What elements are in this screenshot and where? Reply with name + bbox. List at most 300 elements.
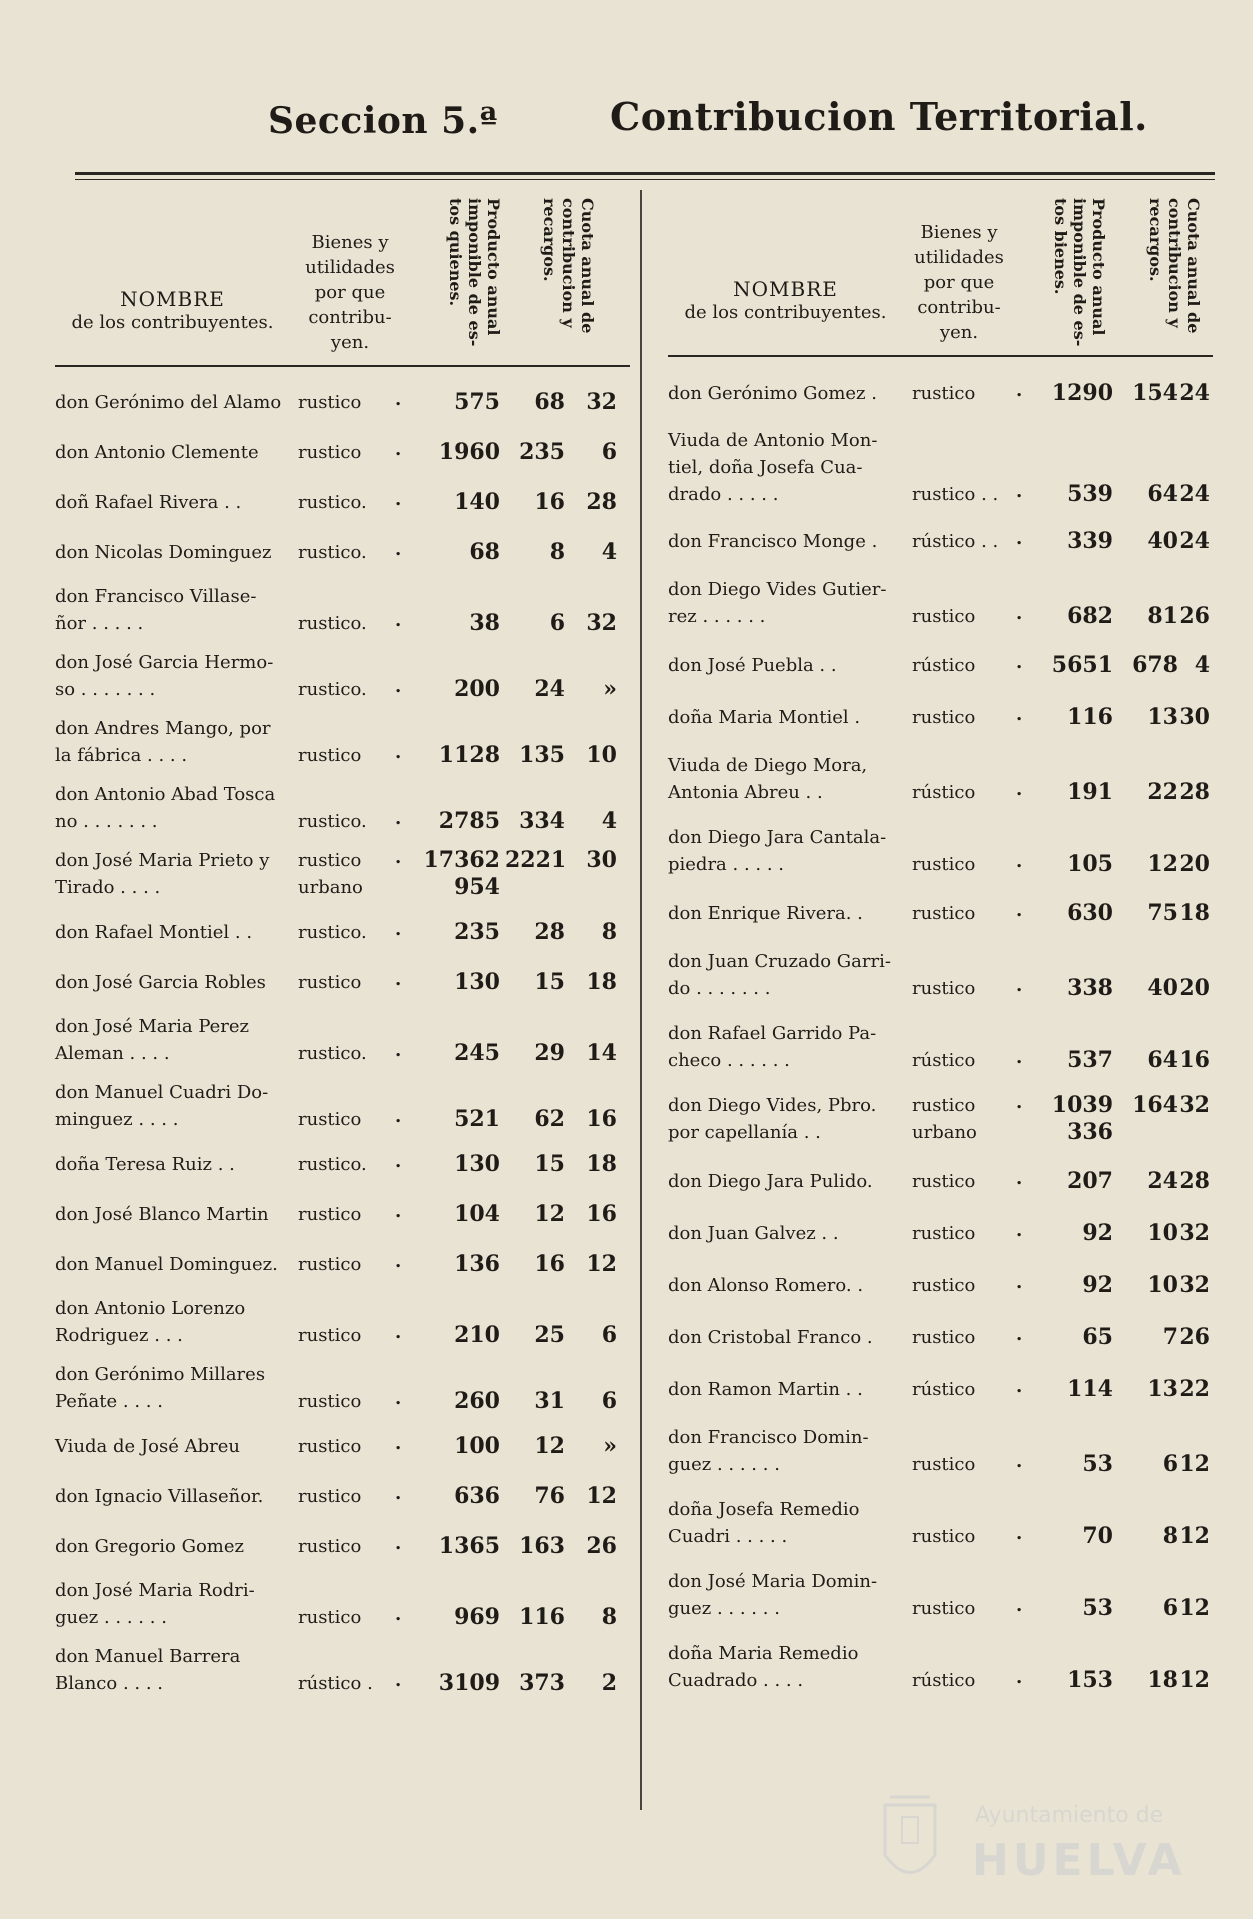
- annual-product-line: 65: [1082, 1323, 1113, 1350]
- leader-dot: .: [1016, 527, 1023, 549]
- table-row: [55, 1189, 630, 1239]
- quota-pesos: 18: [1147, 1667, 1178, 1693]
- contributor-name: [668, 1568, 908, 1622]
- annual-product-value: [1023, 975, 1113, 1002]
- cuota-column-header: [517, 198, 597, 358]
- contributor-name-line: por capellanía . .: [668, 1122, 821, 1143]
- table-row: [668, 1487, 1213, 1559]
- quota-pesos: 28: [534, 918, 565, 945]
- leader-dot: .: [1016, 703, 1023, 725]
- contributor-name-line: Viuda de José Abreu: [55, 1435, 240, 1457]
- property-type-line: rustico . .: [912, 483, 999, 505]
- contributor-name-line: don Francisco Villase-: [55, 586, 257, 607]
- producto-column-header: [1028, 198, 1108, 358]
- annual-product-line: 339: [1067, 527, 1113, 554]
- page-title: Contribucion Territorial.: [610, 94, 1148, 139]
- contributor-name-line: doña Maria Montiel .: [668, 706, 861, 728]
- quota-reales: 28: [586, 488, 617, 515]
- contributor-name-line: don Enrique Rivera. .: [668, 902, 863, 924]
- contributor-name: [55, 1013, 295, 1067]
- annual-product-line: 338: [1067, 975, 1113, 1001]
- contributor-name-line: doña Maria Remedio: [668, 1643, 859, 1664]
- quota-pesos: 6: [1162, 1451, 1178, 1477]
- contributor-name: [55, 389, 295, 416]
- property-type: [912, 1168, 975, 1195]
- contributor-name: [55, 439, 295, 466]
- contributor-name: [55, 1643, 295, 1697]
- producto-header-line: tos quienes.: [446, 198, 465, 307]
- annual-product-value: [1023, 900, 1113, 927]
- quota-reales: 26: [586, 1532, 617, 1559]
- property-type-line: rustico: [298, 1535, 362, 1557]
- quota-reales: 24: [1179, 527, 1210, 554]
- property-type: [912, 652, 975, 679]
- annual-product-value: [1023, 1092, 1113, 1146]
- table-row: [668, 939, 1213, 1011]
- quota-reales: 14: [586, 1040, 617, 1066]
- annual-product-line: 3109: [438, 1670, 500, 1696]
- contributor-name: [55, 781, 295, 835]
- annual-product-value: [1023, 1595, 1113, 1622]
- annual-product-value: [405, 1106, 500, 1133]
- table-row: [668, 1415, 1213, 1487]
- quota-reales: 12: [1179, 1523, 1210, 1549]
- contributor-name-line: don José Puebla . .: [668, 654, 837, 676]
- quota-pesos: 25: [534, 1322, 565, 1348]
- quota-reales: 26: [1179, 603, 1210, 629]
- property-type: [298, 1388, 361, 1415]
- quota-pesos: 15: [534, 1150, 565, 1177]
- quota-reales: 26: [1179, 1323, 1210, 1350]
- contributor-name-line: Rodriguez . . .: [55, 1325, 183, 1346]
- annual-product-line: 100: [454, 1432, 500, 1459]
- quota-reales: 6: [601, 438, 617, 465]
- quota-reales: 32: [586, 610, 617, 636]
- contributor-name: [55, 919, 295, 946]
- quota-reales: »: [603, 1432, 617, 1459]
- property-type: [912, 1092, 977, 1146]
- property-type-line: rustico.: [298, 541, 367, 563]
- cuota-header-line: Cuota anual de: [578, 198, 597, 334]
- table-row: [668, 1011, 1213, 1083]
- quota-pesos: 16: [534, 488, 565, 515]
- property-type-line: rustico: [298, 1203, 362, 1225]
- property-type-line: rústico: [912, 1050, 976, 1071]
- annual-product-line: 17362: [423, 847, 500, 873]
- property-type: [298, 389, 361, 416]
- quota-reales: 24: [1179, 379, 1210, 406]
- quota-pesos: 8: [549, 538, 565, 565]
- table-row: [668, 1083, 1213, 1155]
- annual-product-value: [1023, 1376, 1113, 1403]
- leader-dot: .: [1016, 480, 1023, 502]
- property-type-line: rustico: [912, 606, 976, 627]
- annual-product-line: 105: [1067, 851, 1113, 877]
- contributor-name: [55, 969, 295, 996]
- property-type: [912, 1272, 975, 1299]
- annual-product-value: [1023, 779, 1113, 806]
- property-type: [298, 489, 367, 516]
- property-type: [298, 969, 361, 996]
- cuota-column-header: [1123, 198, 1203, 358]
- header-rule-thin: [75, 179, 1215, 180]
- quota-reales: 20: [1179, 851, 1210, 877]
- annual-product-line: 2785: [438, 808, 500, 834]
- property-type-line: rustico: [298, 1109, 362, 1130]
- contributor-name: [668, 752, 908, 806]
- table-row: [55, 841, 630, 907]
- annual-product-value: [405, 1151, 500, 1178]
- leader-dot: .: [1016, 1667, 1023, 1688]
- quota-reales: 4: [601, 538, 617, 565]
- annual-product-line: 207: [1067, 1167, 1113, 1194]
- property-type-line: rústico .: [298, 1673, 373, 1694]
- table-row: [55, 1007, 630, 1073]
- cuota-header-line: recargos.: [1146, 198, 1165, 282]
- contributor-name-line: Peñate . . . .: [55, 1391, 163, 1412]
- contributor-name: [668, 380, 908, 407]
- table-row: [668, 1559, 1213, 1631]
- leader-dot: .: [1016, 1375, 1023, 1397]
- leader-dot: .: [395, 1150, 402, 1172]
- leader-dot: .: [1016, 975, 1023, 996]
- property-type: [298, 439, 361, 466]
- property-type: [912, 481, 998, 508]
- contributor-name: [668, 1092, 908, 1146]
- annual-product-line: 92: [1082, 1271, 1113, 1298]
- property-type: [298, 742, 361, 769]
- bienes-column-header: [906, 220, 1012, 345]
- table-row: [55, 775, 630, 841]
- bienes-header-line: por que: [923, 272, 995, 293]
- contributor-name-line: rez . . . . . .: [668, 606, 766, 627]
- annual-product-value: [405, 539, 500, 566]
- property-type: [298, 1483, 361, 1510]
- leader-dot: .: [1016, 779, 1023, 800]
- quota-reales: 24: [1179, 480, 1210, 507]
- contributor-name-line: drado . . . . .: [668, 483, 779, 505]
- table-row: [55, 1239, 630, 1289]
- quota-pesos: 76: [534, 1482, 565, 1509]
- leader-dot: .: [395, 1040, 402, 1061]
- bienes-header-line: yen.: [330, 332, 370, 353]
- quota-pesos: 8: [1162, 1523, 1178, 1549]
- property-type-line: rustico: [912, 1526, 976, 1547]
- property-type-line: rustico.: [298, 613, 367, 634]
- quota-reales: 30: [1179, 703, 1210, 730]
- property-type-line: rustico: [298, 745, 362, 766]
- property-type: [298, 1533, 361, 1560]
- quota-pesos: 12: [534, 1200, 565, 1227]
- annual-product-value: [1023, 481, 1113, 508]
- contributor-name-line: la fábrica . . . .: [55, 745, 188, 766]
- contributor-name-line: don José Garcia Hermo-: [55, 652, 274, 673]
- contributor-name-line: don Andres Mango, por: [55, 718, 271, 739]
- annual-product-line: 630: [1067, 899, 1113, 926]
- leader-dot: .: [395, 610, 402, 631]
- property-type: [912, 603, 975, 630]
- leader-dot: .: [1016, 1451, 1023, 1472]
- contributor-name: [55, 1577, 295, 1631]
- quota-pesos: 10: [1147, 1219, 1178, 1246]
- annual-product-value: [1023, 528, 1113, 555]
- leader-dot: .: [1016, 1167, 1023, 1189]
- quota-pesos: 12: [1147, 851, 1178, 877]
- quota-reales: 8: [601, 918, 617, 945]
- contributor-name: [55, 1295, 295, 1349]
- table-row: [668, 1363, 1213, 1415]
- contributor-name: [668, 948, 908, 1002]
- bienes-header-line: contribu-: [308, 307, 392, 328]
- annual-product-line: 116: [1067, 703, 1113, 730]
- property-type: [298, 847, 363, 901]
- name-header-line2: de los contribuyentes.: [71, 312, 274, 333]
- annual-product-value: [1023, 1451, 1113, 1478]
- cuota-header-line: Cuota anual de: [1184, 198, 1203, 334]
- annual-product-line: 68: [469, 538, 500, 565]
- bienes-header-line: Bienes y: [920, 222, 998, 243]
- property-type: [912, 1451, 975, 1478]
- producto-header-line: imponible de es-: [1070, 198, 1089, 347]
- leader-dot: .: [395, 742, 402, 763]
- annual-product-value: [1023, 1272, 1113, 1299]
- leader-dot: .: [395, 968, 402, 990]
- leader-dot: .: [1016, 1271, 1023, 1293]
- producto-header-line: Producto anual: [484, 198, 503, 336]
- column-separator: [640, 190, 642, 1810]
- annual-product-line: 539: [1067, 480, 1113, 507]
- contributor-name-line: Tirado . . . .: [55, 877, 161, 898]
- watermark-line2: HUELVA: [972, 1835, 1186, 1886]
- annual-product-line: 1039: [1051, 1092, 1113, 1118]
- contributor-name: [668, 704, 908, 731]
- name-column-header: [668, 277, 903, 325]
- annual-product-line: 1365: [438, 1532, 500, 1559]
- annual-product-value: [405, 1533, 500, 1560]
- property-type-line: rústico: [912, 654, 976, 676]
- leader-dot: .: [1016, 651, 1023, 673]
- property-type: [912, 851, 975, 878]
- contributor-name-line: guez . . . . . .: [668, 1454, 780, 1475]
- contributor-name-line: Viuda de Diego Mora,: [668, 755, 868, 776]
- quota-pesos: 29: [534, 1040, 565, 1066]
- annual-product-value: [405, 1483, 500, 1510]
- quota-pesos: 10: [1147, 1271, 1178, 1298]
- contributor-name-line: don Francisco Domin-: [668, 1427, 869, 1448]
- contributor-name-line: don José Blanco Martin: [55, 1203, 269, 1225]
- property-type-line: rustico: [912, 902, 976, 924]
- contributor-name-line: minguez . . . .: [55, 1109, 179, 1130]
- bienes-header-line: contribu-: [917, 297, 1001, 318]
- contributor-name: [668, 652, 908, 679]
- contributor-name: [55, 847, 295, 901]
- annual-product-value: [405, 1433, 500, 1460]
- property-type-line: rustico.: [298, 1153, 367, 1175]
- property-type: [298, 610, 367, 637]
- property-type: [912, 1667, 975, 1694]
- contributor-name-line: don Alonso Romero. .: [668, 1274, 864, 1296]
- table-row: [668, 1311, 1213, 1363]
- quota-reales: 30: [586, 847, 617, 873]
- property-type: [912, 1523, 975, 1550]
- annual-product-line: 140: [454, 488, 500, 515]
- quota-pesos: 40: [1147, 527, 1178, 554]
- contributor-name: [668, 1424, 908, 1478]
- table-row: [668, 815, 1213, 887]
- annual-product-line: 521: [454, 1106, 500, 1132]
- left-table-header: [55, 190, 630, 367]
- contributor-name-line: don Manuel Dominguez.: [55, 1253, 278, 1275]
- contributor-name: [55, 489, 295, 516]
- annual-product-value: [405, 439, 500, 466]
- leader-dot: .: [1016, 1523, 1023, 1544]
- contributor-name: [55, 715, 295, 769]
- contributor-name-line: don Nicolas Dominguez: [55, 541, 272, 563]
- table-row: [55, 477, 630, 527]
- property-type-line: rustico: [298, 1607, 362, 1628]
- leader-dot: .: [395, 438, 402, 460]
- annual-product-line: 336: [1067, 1119, 1113, 1145]
- table-row: [55, 1521, 630, 1571]
- table-row: [55, 1355, 630, 1421]
- contributor-name-line: ñor . . . . .: [55, 613, 144, 634]
- property-type-line: rustico: [912, 1222, 976, 1244]
- property-type-line: rustico: [912, 1598, 976, 1619]
- cuota-header-line: recargos.: [540, 198, 559, 282]
- leader-dot: .: [1016, 379, 1023, 401]
- annual-product-value: [405, 808, 500, 835]
- contributor-name-line: don Antonio Clemente: [55, 441, 259, 463]
- contributor-name-line: don Rafael Garrido Pa-: [668, 1023, 877, 1044]
- leader-dot: .: [1016, 899, 1023, 921]
- property-type-line: urbano: [912, 1122, 977, 1143]
- contributor-name: [668, 1496, 908, 1550]
- quota-reales: 12: [586, 1482, 617, 1509]
- leader-dot: .: [1016, 1595, 1023, 1616]
- quota-reales: 4: [1194, 651, 1210, 678]
- quota-pesos: 64: [1147, 1047, 1178, 1073]
- property-type-line: rustico.: [298, 1043, 367, 1064]
- quota-reales: 22: [1179, 1375, 1210, 1402]
- property-type: [298, 808, 367, 835]
- leader-dot: .: [395, 388, 402, 410]
- contributor-name-line: don Diego Jara Cantala-: [668, 827, 887, 848]
- annual-product-value: [1023, 1220, 1113, 1247]
- quota-reales: 28: [1179, 1167, 1210, 1194]
- contributor-name: [55, 649, 295, 703]
- property-type: [298, 1106, 361, 1133]
- annual-product-line: 104: [454, 1200, 500, 1227]
- leader-dot: .: [395, 538, 402, 560]
- property-type-line: rustico: [298, 1253, 362, 1275]
- contributor-name-line: don Juan Galvez . .: [668, 1222, 839, 1244]
- contributor-name-line: so . . . . . . .: [55, 679, 156, 700]
- table-row: [668, 743, 1213, 815]
- contributor-name: [668, 824, 908, 878]
- table-row: [55, 1421, 630, 1471]
- annual-product-line: 260: [454, 1388, 500, 1414]
- annual-product-value: [405, 969, 500, 996]
- quota-pesos: 164: [1132, 1092, 1178, 1118]
- property-type-line: rustico: [912, 382, 976, 404]
- contributor-name-line: doña Josefa Remedio: [668, 1499, 860, 1520]
- contributor-name: [668, 1168, 908, 1195]
- table-row: [55, 1471, 630, 1521]
- annual-product-value: [405, 676, 500, 703]
- property-type: [298, 1201, 361, 1228]
- property-type-line: rústico: [912, 1378, 976, 1400]
- section-title: Seccion 5.ª: [268, 100, 498, 142]
- contributor-name: [55, 1201, 295, 1228]
- contributor-name: [668, 528, 908, 555]
- property-type: [912, 1595, 975, 1622]
- quota-pesos: 135: [519, 742, 565, 768]
- leader-dot: .: [395, 1482, 402, 1504]
- annual-product-line: 954: [454, 874, 500, 900]
- quota-pesos: 2221: [505, 847, 567, 873]
- table-row: [668, 1207, 1213, 1259]
- contributor-name-line: tiel, doña Josefa Cua-: [668, 456, 863, 478]
- property-type: [298, 1251, 361, 1278]
- contributor-name: [55, 1151, 295, 1178]
- bienes-column-header: [295, 230, 405, 355]
- quota-reales: 32: [1179, 1219, 1210, 1246]
- quota-reales: 18: [586, 1150, 617, 1177]
- name-header-line1: NOMBRE: [120, 287, 225, 311]
- property-type-line: rustico: [298, 1485, 362, 1507]
- bienes-header-line: utilidades: [914, 247, 1004, 268]
- property-type-line: rustico: [298, 1325, 362, 1346]
- quota-reales: 8: [601, 1604, 617, 1630]
- cuota-header-line: contribucion y: [1165, 198, 1184, 328]
- contributor-name-line: don Manuel Barrera: [55, 1646, 241, 1667]
- contributor-name: [668, 1020, 908, 1074]
- quota-pesos: 235: [519, 438, 565, 465]
- property-type: [298, 1151, 367, 1178]
- contributor-name-line: don José Maria Rodri-: [55, 1580, 255, 1601]
- quota-reales: 2: [601, 1670, 617, 1696]
- table-row: [668, 691, 1213, 743]
- property-type-line: rustico: [298, 1435, 362, 1457]
- leader-dot: .: [1016, 603, 1023, 624]
- quota-reales: 32: [1179, 1271, 1210, 1298]
- contributor-name: [55, 1079, 295, 1133]
- quota-reales: 20: [1179, 975, 1210, 1001]
- contributor-name-line: checo . . . . . .: [668, 1050, 790, 1071]
- quota-reales: 16: [586, 1200, 617, 1227]
- property-type-line: rustico: [298, 1391, 362, 1412]
- annual-product-value: [1023, 1324, 1113, 1351]
- annual-product-line: 235: [454, 918, 500, 945]
- quota-reales: 18: [586, 968, 617, 995]
- table-row: [55, 1637, 630, 1703]
- quota-pesos: 22: [1147, 779, 1178, 805]
- quota-pesos: 24: [534, 676, 565, 702]
- property-type-line: rustico: [912, 854, 976, 875]
- bienes-header-line: por que: [314, 282, 386, 303]
- annual-product-line: 53: [1082, 1451, 1113, 1477]
- leader-dot: .: [395, 1106, 402, 1127]
- quota-reales: 10: [586, 742, 617, 768]
- quota-pesos: 13: [1147, 1375, 1178, 1402]
- property-type-line: rústico: [912, 1670, 976, 1691]
- table-row: [55, 907, 630, 957]
- quota-reales: 28: [1179, 779, 1210, 805]
- contributor-name: [55, 1433, 295, 1460]
- annual-product-value: [405, 1251, 500, 1278]
- table-row: [55, 1289, 630, 1355]
- property-type-line: rustico.: [298, 921, 367, 943]
